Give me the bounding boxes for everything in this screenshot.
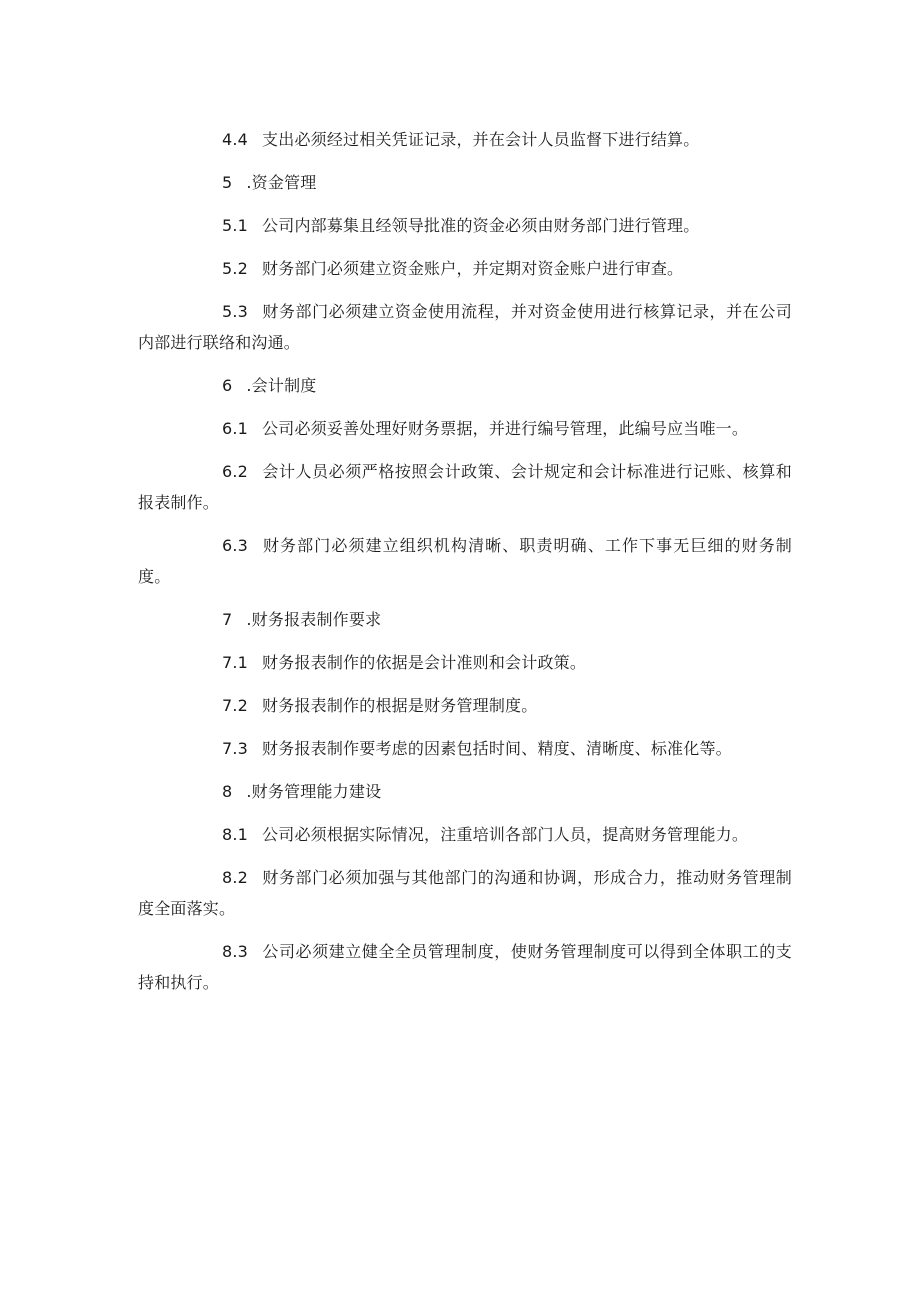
- paragraph-4-4: [138, 124, 792, 155]
- paragraph-number: 8.3: [222, 942, 249, 961]
- document-body: [138, 124, 792, 1010]
- paragraph-8-3: [138, 936, 792, 998]
- paragraph-text: 公司必须妥善处理好财务票据，并进行编号管理，此编号应当唯一。: [262, 419, 749, 438]
- paragraph-7-1: [138, 647, 792, 678]
- paragraph-number: 8.2: [222, 868, 249, 887]
- paragraph-text: 会计人员必须严格按照会计政策、会计规定和会计标准进行记账、核算和报表制作。: [138, 462, 792, 512]
- paragraph-number: 7.3: [222, 739, 249, 758]
- paragraph-5-1: [138, 210, 792, 241]
- paragraph-5-3: [138, 296, 792, 358]
- paragraph-7-3: [138, 733, 792, 764]
- paragraph-7-2: [138, 690, 792, 721]
- section-heading-8: [138, 776, 792, 807]
- paragraph-text: 支出必须经过相关凭证记录，并在会计人员监督下进行结算。: [262, 130, 700, 149]
- paragraph-6-3: [138, 530, 792, 592]
- section-heading-7: [138, 604, 792, 635]
- paragraph-text: 财务部门必须建立组织机构清晰、职责明确、工作下事无巨细的财务制度。: [138, 536, 792, 586]
- section-number: 6: [222, 376, 233, 395]
- section-title: .财务报表制作要求: [246, 610, 382, 629]
- paragraph-number: 7.1: [222, 653, 249, 672]
- paragraph-8-1: [138, 819, 792, 850]
- paragraph-number: 8.1: [222, 825, 249, 844]
- paragraph-number: 6.3: [222, 536, 249, 555]
- section-title: .财务管理能力建设: [246, 782, 382, 801]
- paragraph-8-2: [138, 862, 792, 924]
- section-heading-5: [138, 167, 792, 198]
- section-number: 5: [222, 173, 233, 192]
- paragraph-text: 财务部门必须建立资金使用流程，并对资金使用进行核算记录，并在公司内部进行联络和沟通。: [138, 302, 792, 352]
- paragraph-number: 6.1: [222, 419, 249, 438]
- section-title: .资金管理: [246, 173, 317, 192]
- paragraph-text: 财务部门必须建立资金账户，并定期对资金账户进行审查。: [262, 259, 684, 278]
- section-number: 8: [222, 782, 233, 801]
- paragraph-number: 5.2: [222, 259, 249, 278]
- section-heading-6: [138, 370, 792, 401]
- paragraph-number: 5.3: [222, 302, 249, 321]
- paragraph-6-2: [138, 456, 792, 518]
- paragraph-number: 7.2: [222, 696, 249, 715]
- section-number: 7: [222, 610, 233, 629]
- paragraph-text: 公司必须建立健全全员管理制度，使财务管理制度可以得到全体职工的支持和执行。: [138, 942, 792, 992]
- paragraph-text: 财务报表制作的根据是财务管理制度。: [262, 696, 538, 715]
- section-title: .会计制度: [246, 376, 317, 395]
- paragraph-text: 公司必须根据实际情况，注重培训各部门人员，提高财务管理能力。: [262, 825, 749, 844]
- paragraph-text: 财务报表制作要考虑的因素包括时间、精度、清晰度、标准化等。: [262, 739, 732, 758]
- paragraph-text: 公司内部募集且经领导批准的资金必须由财务部门进行管理。: [262, 216, 700, 235]
- paragraph-6-1: [138, 413, 792, 444]
- paragraph-text: 财务报表制作的依据是会计准则和会计政策。: [262, 653, 587, 672]
- paragraph-5-2: [138, 253, 792, 284]
- paragraph-number: 6.2: [222, 462, 249, 481]
- paragraph-number: 5.1: [222, 216, 249, 235]
- paragraph-number: 4.4: [222, 130, 249, 149]
- paragraph-text: 财务部门必须加强与其他部门的沟通和协调，形成合力，推动财务管理制度全面落实。: [138, 868, 792, 918]
